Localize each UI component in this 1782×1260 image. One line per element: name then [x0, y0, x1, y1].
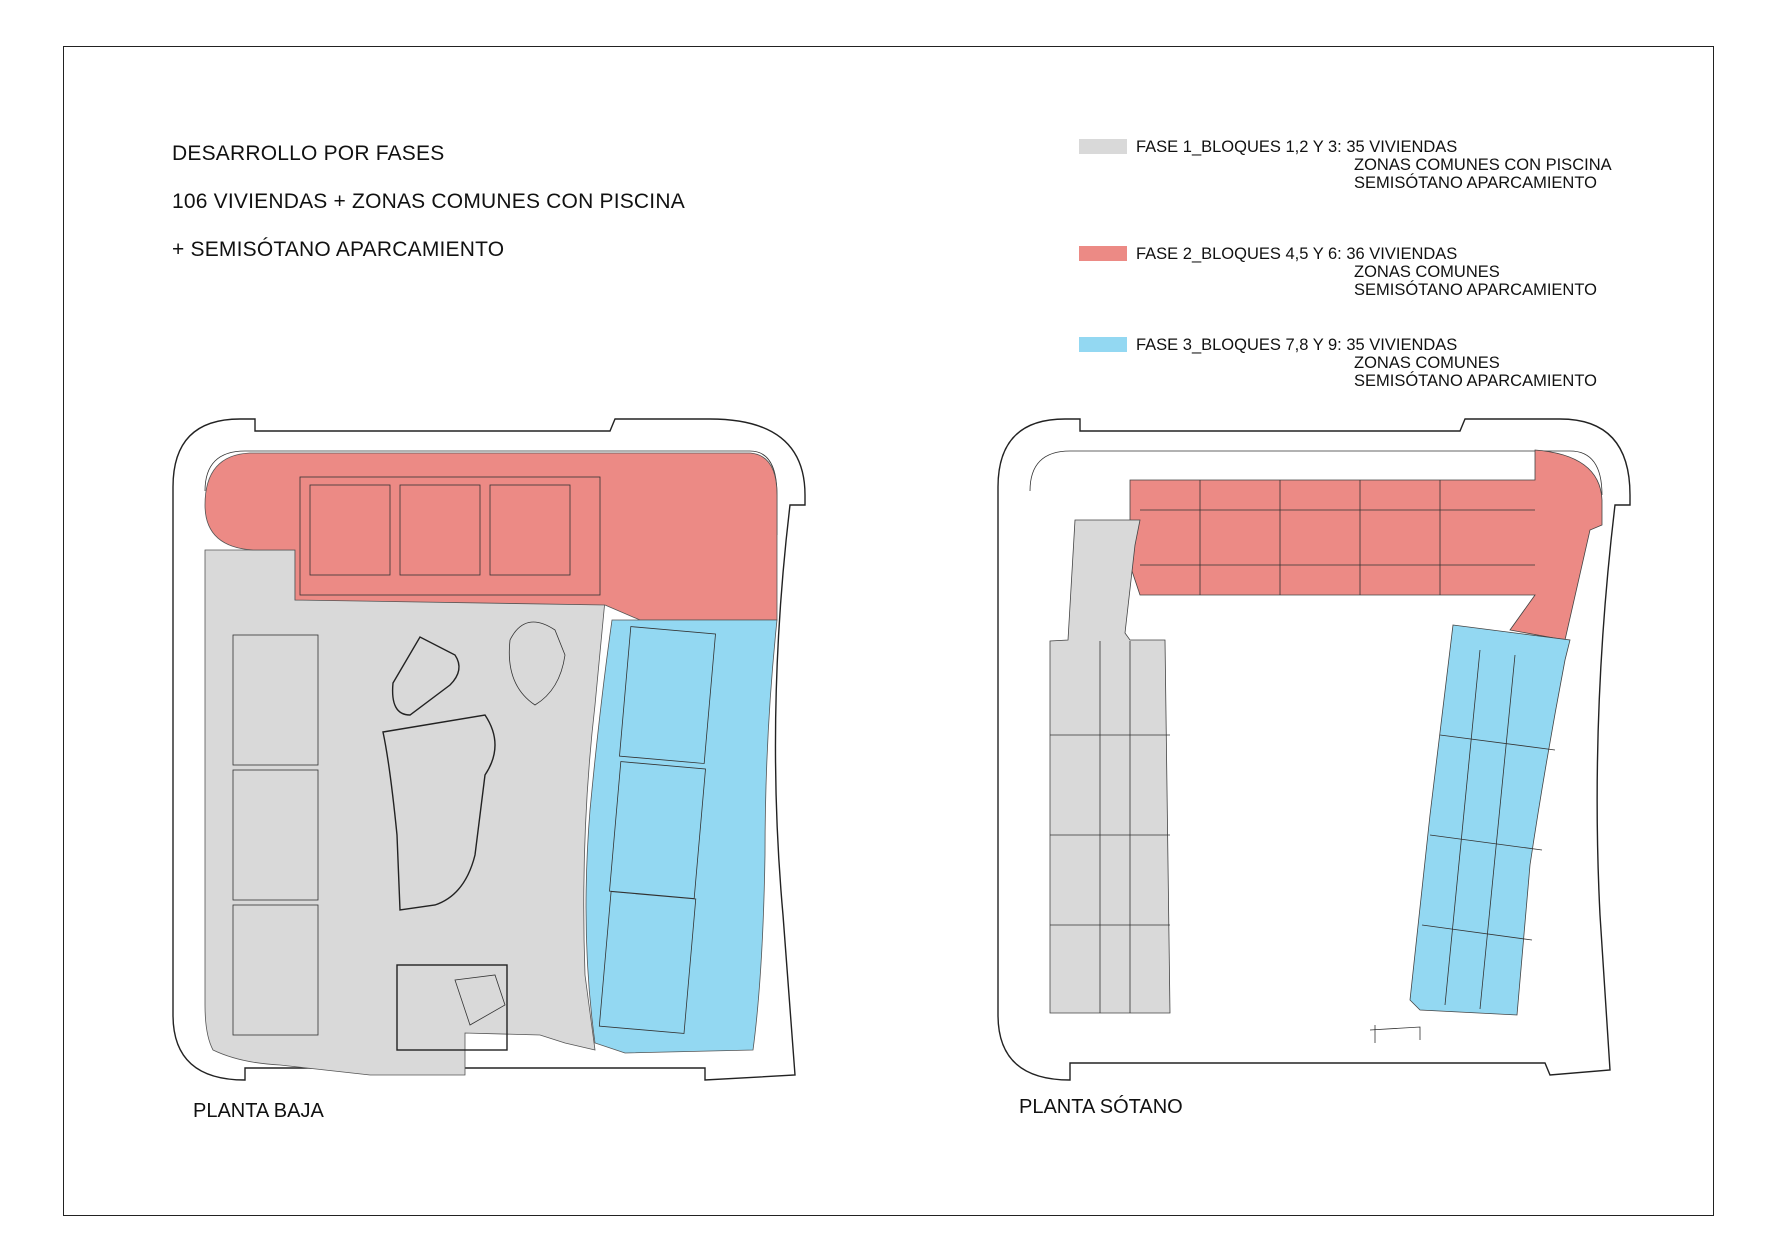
legend-item-fase2 — [1136, 245, 1597, 299]
legend-swatch-fase2 — [1079, 246, 1127, 261]
legend-fase3-line2: ZONAS COMUNES — [1354, 354, 1500, 372]
header-subtitle: 106 VIVIENDAS + ZONAS COMUNES CON PISCINA — [172, 190, 685, 213]
basement-plan — [990, 415, 1640, 1095]
legend-fase3-title: FASE 3_BLOQUES 7,8 Y 9: 35 VIVIENDAS — [1136, 336, 1458, 354]
fase2-basement-zone — [1130, 450, 1602, 640]
fase3-basement-zone — [1410, 625, 1570, 1015]
page-title: DESARROLLO POR FASES — [172, 142, 445, 165]
legend-fase1-line2: ZONAS COMUNES CON PISCINA — [1354, 156, 1612, 174]
header-subtitle-2: + SEMISÓTANO APARCAMIENTO — [172, 238, 505, 261]
legend-swatch-fase3 — [1079, 337, 1127, 352]
legend-fase2-title: FASE 2_BLOQUES 4,5 Y 6: 36 VIVIENDAS — [1136, 245, 1458, 263]
legend-fase1-line3: SEMISÓTANO APARCAMIENTO — [1354, 174, 1597, 192]
fase1-ground-zone — [205, 550, 605, 1075]
legend-swatch-fase1 — [1079, 139, 1127, 154]
ground-floor-plan — [165, 415, 815, 1095]
legend-item-fase3 — [1136, 336, 1597, 390]
legend-fase3-line3: SEMISÓTANO APARCAMIENTO — [1354, 372, 1597, 390]
ramp-detail — [1370, 1025, 1420, 1043]
legend-fase2-line2: ZONAS COMUNES — [1354, 263, 1500, 281]
legend-fase1-title: FASE 1_BLOQUES 1,2 Y 3: 35 VIVIENDAS — [1136, 138, 1458, 156]
basement-label: PLANTA SÓTANO — [1019, 1096, 1183, 1118]
legend-item-fase1 — [1136, 138, 1612, 192]
legend-fase2-line3: SEMISÓTANO APARCAMIENTO — [1354, 281, 1597, 299]
ground-floor-label: PLANTA BAJA — [193, 1100, 324, 1122]
